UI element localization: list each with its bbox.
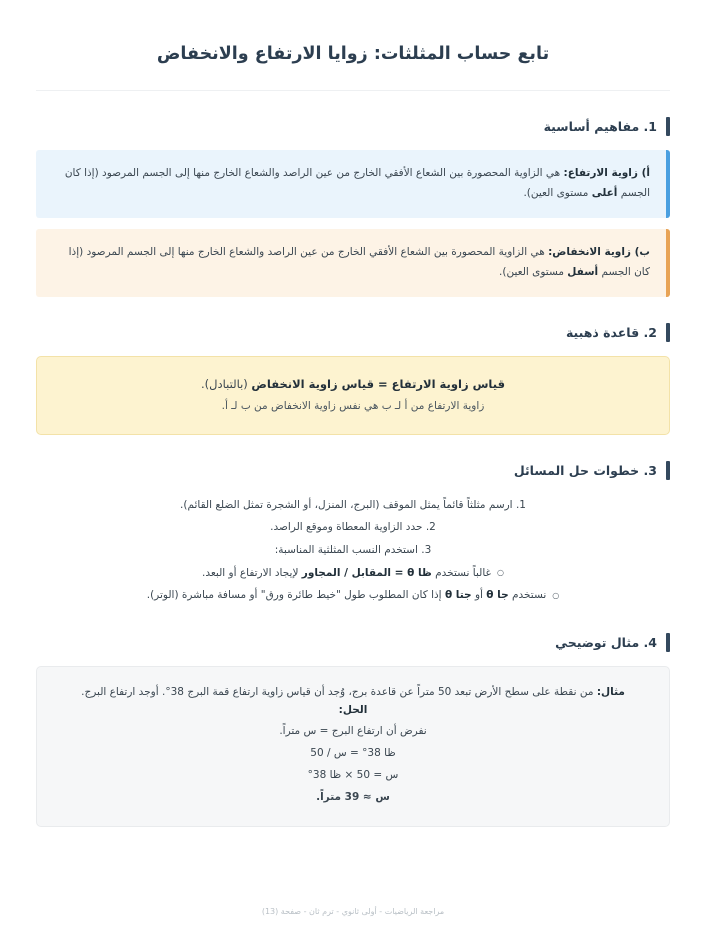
example-final-answer: س ≈ 39 متراً. <box>316 791 390 804</box>
example-box <box>36 666 670 828</box>
elevation-text: هي الزاوية المحصورة بين الشعاع الأفقي الخارج من عين الراصد والشعاع الخارج منها إلى الجسم المرصود (إذا كان الجسم <box>64 167 650 200</box>
section-title-steps: 3. خطوات حل المسائل <box>513 462 657 478</box>
example-statement-text: من نقطة على سطح الأرض تبعد 50 متراً عن قاعدة برج، وُجد أن قياس زاوية ارتفاع قمة البرج 38°. أوجد ارتفاع البرج. <box>81 685 597 698</box>
section-accent-bar-icon <box>666 461 670 480</box>
list-item: س = 50 × ظا 38° <box>307 769 399 782</box>
substep-1-suffix: لإيجاد الارتفاع أو البعد. <box>202 566 302 579</box>
depression-text-end: مستوى العين). <box>499 266 568 279</box>
section-title-concepts: 1. مفاهيم أساسية <box>543 119 657 134</box>
golden-rule-explanation: زاوية الارتفاع من أ لـ ب هي نفس زاوية الانخفاض من ب لـ أ. <box>221 399 485 412</box>
steps-list <box>36 494 670 607</box>
substep-2-mid: أو <box>471 589 487 602</box>
section-heading-concepts <box>36 117 670 136</box>
title-divider <box>36 90 670 91</box>
substep-2-formula-sin: جا θ <box>486 589 509 602</box>
example-statement <box>55 682 651 702</box>
substeps-list <box>36 562 670 607</box>
substep-2-suffix: إذا كان المطلوب طول "خيط طائرة ورق" أو مسافة مباشرة (الوتر). <box>146 589 445 602</box>
page-title: تابع حساب المثلثات: زوايا الارتفاع والانخفاض <box>156 44 550 64</box>
list-item: 1. ارسم مثلثاً قائماً يمثل الموقف (البرج، المنزل، أو الشجرة تمثل الضلع القائم). <box>180 498 526 511</box>
section-accent-bar-icon <box>666 323 670 342</box>
depression-emphasis: أسفل <box>567 266 599 279</box>
example-solution-label: الحل: <box>338 704 368 717</box>
substep-2-prefix: نستخدم <box>508 589 547 602</box>
example-label: مثال: <box>596 685 625 698</box>
section-title-example: 4. مثال توضيحي <box>555 634 657 650</box>
callout-depression-angle <box>36 229 670 297</box>
substep-2-formula-cos: جتا θ <box>444 589 472 602</box>
elevation-emphasis: أعلى <box>591 187 618 200</box>
section-heading-steps <box>36 461 670 480</box>
substep-1-formula: ظا θ = المقابل / المجاور <box>301 566 432 579</box>
section-accent-bar-icon <box>666 117 670 136</box>
golden-rule-formula: قياس زاوية الارتفاع = قياس زاوية الانخفاض <box>251 376 505 391</box>
callout-elevation-angle <box>36 150 670 218</box>
golden-rule-formula-note: (بالتبادل). <box>201 376 252 391</box>
example-solution-lines <box>55 720 651 808</box>
section-accent-bar-icon <box>666 633 670 652</box>
page-footer: مراجعة الرياضيات - أولى ثانوي - ترم ثان - صفحة (13) <box>261 907 445 916</box>
substep-1-prefix: غالباً نستخدم <box>431 566 492 579</box>
elevation-label: أ) زاوية الارتفاع: <box>563 167 650 179</box>
list-item: 3. استخدم النسب المثلثية المناسبة: <box>274 544 432 556</box>
depression-label: ب) زاوية الانخفاض: <box>548 245 650 258</box>
section-heading-golden-rule <box>36 323 670 342</box>
golden-rule-box <box>36 356 670 435</box>
section-heading-example <box>36 633 670 652</box>
list-item <box>36 584 670 607</box>
depression-text: هي الزاوية المحصورة بين الشعاع الأفقي الخارج من عين الراصد والشعاع الخارج منها إلى الجسم المرصود (إذا كان الجسم <box>68 245 650 279</box>
list-item <box>36 562 670 585</box>
elevation-text-end: مستوى العين). <box>523 187 592 200</box>
substeps-container <box>36 562 670 607</box>
golden-rule-formula-line <box>55 373 651 396</box>
list-item: 2. حدد الزاوية المعطاة وموقع الراصد. <box>270 521 436 534</box>
section-title-golden-rule: 2. قاعدة ذهبية <box>565 324 657 340</box>
list-item: ظا 38° = س / 50 <box>310 747 396 760</box>
list-item: نفرض أن ارتفاع البرج = س متراً. <box>279 725 427 738</box>
